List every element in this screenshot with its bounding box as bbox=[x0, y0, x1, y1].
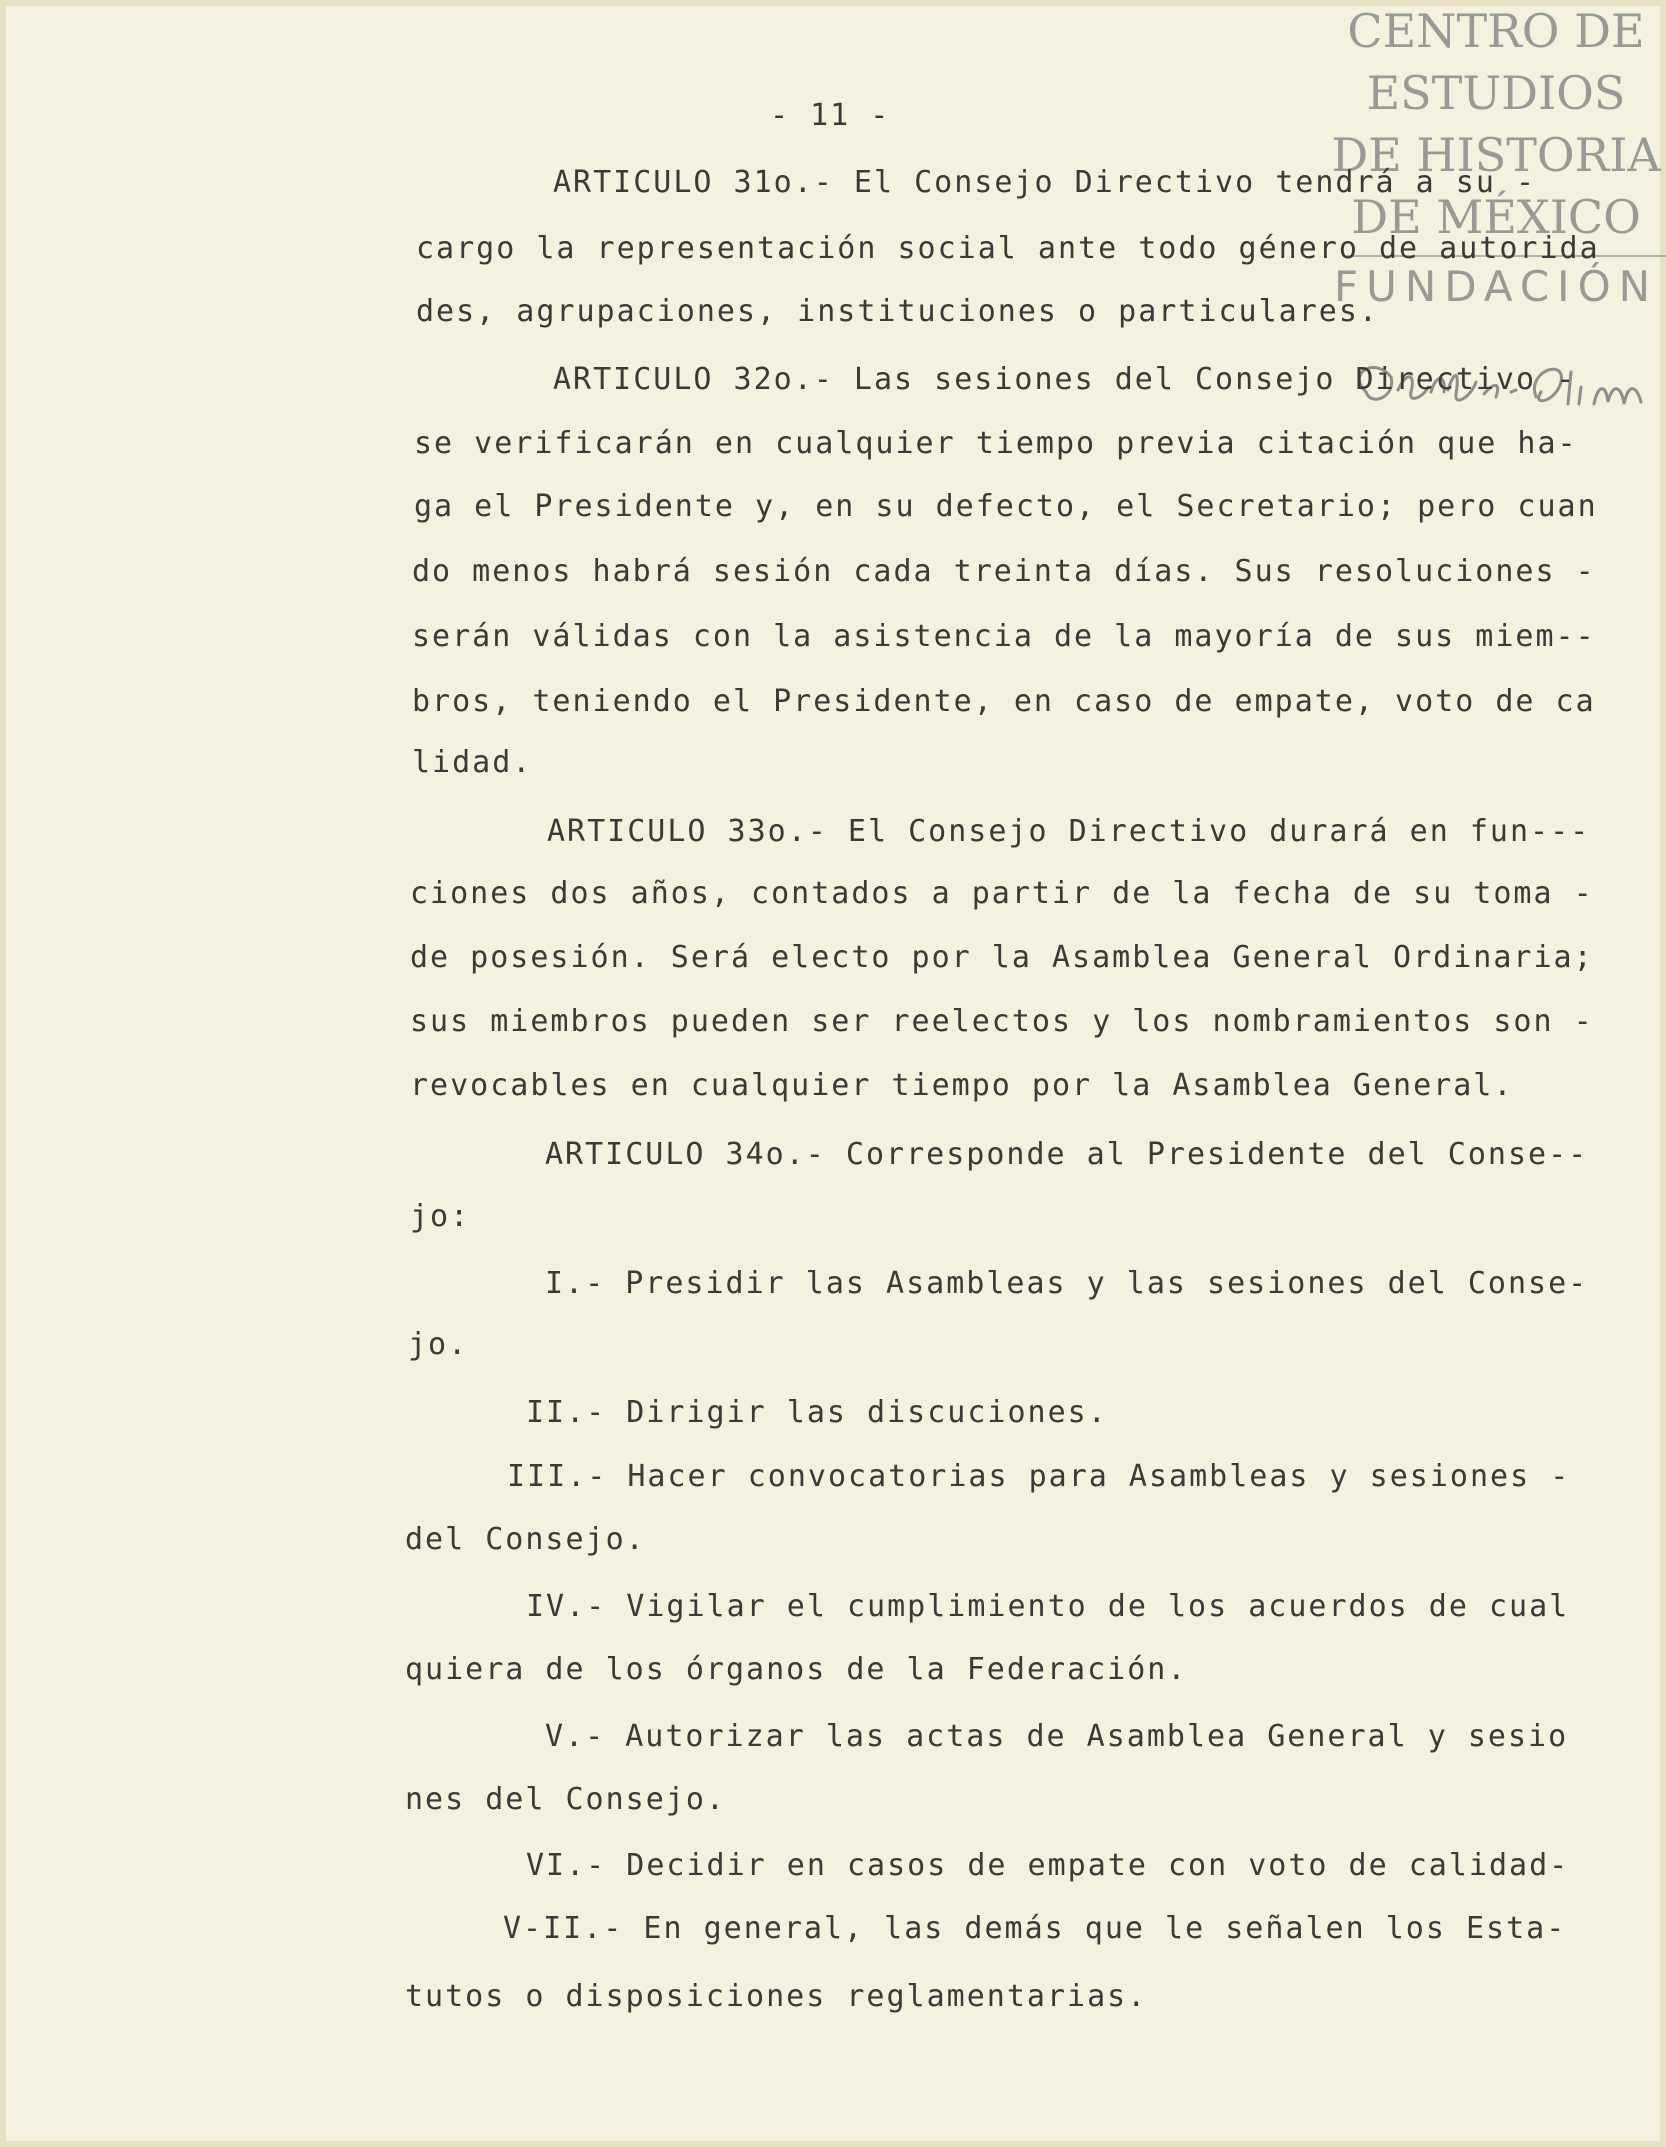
text-line: I.- Presidir las Asambleas y las sesiones del Conse- bbox=[545, 1266, 1589, 1301]
text-line: do menos habrá sesión cada treinta días. Sus resoluciones - bbox=[412, 554, 1596, 589]
text-line: nes del Consejo. bbox=[405, 1782, 726, 1817]
text-line: lidad. bbox=[412, 745, 533, 780]
archive-watermark bbox=[1326, 0, 1666, 318]
text-line: revocables en cualquier tiempo por la Asamblea General. bbox=[410, 1068, 1514, 1103]
watermark-line-1: CENTRO DE bbox=[1347, 4, 1645, 58]
text-line: ARTICULO 32o.- Las sesiones del Consejo Directivo - bbox=[553, 362, 1577, 397]
text-line: V-II.- En general, las demás que le señalen los Esta- bbox=[503, 1911, 1567, 1946]
text-line: del Consejo. bbox=[405, 1522, 646, 1557]
text-line: ARTICULO 33o.- El Consejo Directivo durará en fun--- bbox=[547, 814, 1591, 849]
text-line: se verificarán en cualquier tiempo previa citación que ha- bbox=[414, 426, 1578, 461]
text-line: ga el Presidente y, en su defecto, el Secretario; pero cuan bbox=[414, 489, 1598, 524]
watermark-line-3: DE HISTORIA bbox=[1331, 128, 1661, 182]
text-line: ciones dos años, contados a partir de la fecha de su toma - bbox=[410, 876, 1594, 911]
text-line: IV.- Vigilar el cumplimiento de los acuerdos de cual bbox=[526, 1589, 1570, 1624]
watermark-line-2: ESTUDIOS bbox=[1366, 66, 1626, 120]
watermark-line-4: DE MÉXICO bbox=[1351, 190, 1641, 244]
text-line: jo: bbox=[410, 1199, 471, 1234]
text-line: ARTICULO 31o.- El Consejo Directivo tendrá a su - bbox=[553, 165, 1537, 200]
text-line: quiera de los órganos de la Federación. bbox=[405, 1652, 1188, 1687]
watermark-foundation: FUNDACIÓN bbox=[1333, 262, 1659, 311]
text-line: tutos o disposiciones reglamentarias. bbox=[405, 1979, 1148, 2014]
text-line: cargo la representación social ante todo género de autorida bbox=[416, 231, 1600, 266]
text-line: ARTICULO 34o.- Corresponde al Presidente del Conse-- bbox=[545, 1137, 1589, 1172]
text-line: II.- Dirigir las discuciones. bbox=[526, 1395, 1108, 1430]
text-line: jo. bbox=[408, 1327, 469, 1362]
text-line: III.- Hacer convocatorias para Asambleas y sesiones - bbox=[507, 1459, 1571, 1494]
text-line: sus miembros pueden ser reelectos y los nombramientos son - bbox=[410, 1004, 1594, 1039]
text-line: bros, teniendo el Presidente, en caso de empate, voto de ca bbox=[412, 684, 1596, 719]
text-line: des, agrupaciones, instituciones o particulares. bbox=[416, 294, 1379, 329]
text-line: VI.- Decidir en casos de empate con voto de calidad- bbox=[526, 1848, 1570, 1883]
text-line: de posesión. Será electo por la Asamblea General Ordinaria; bbox=[410, 940, 1594, 975]
page-number: - 11 - bbox=[770, 98, 891, 133]
text-line: serán válidas con la asistencia de la mayoría de sus miem-- bbox=[412, 619, 1596, 654]
text-line: V.- Autorizar las actas de Asamblea General y sesio bbox=[545, 1719, 1569, 1754]
